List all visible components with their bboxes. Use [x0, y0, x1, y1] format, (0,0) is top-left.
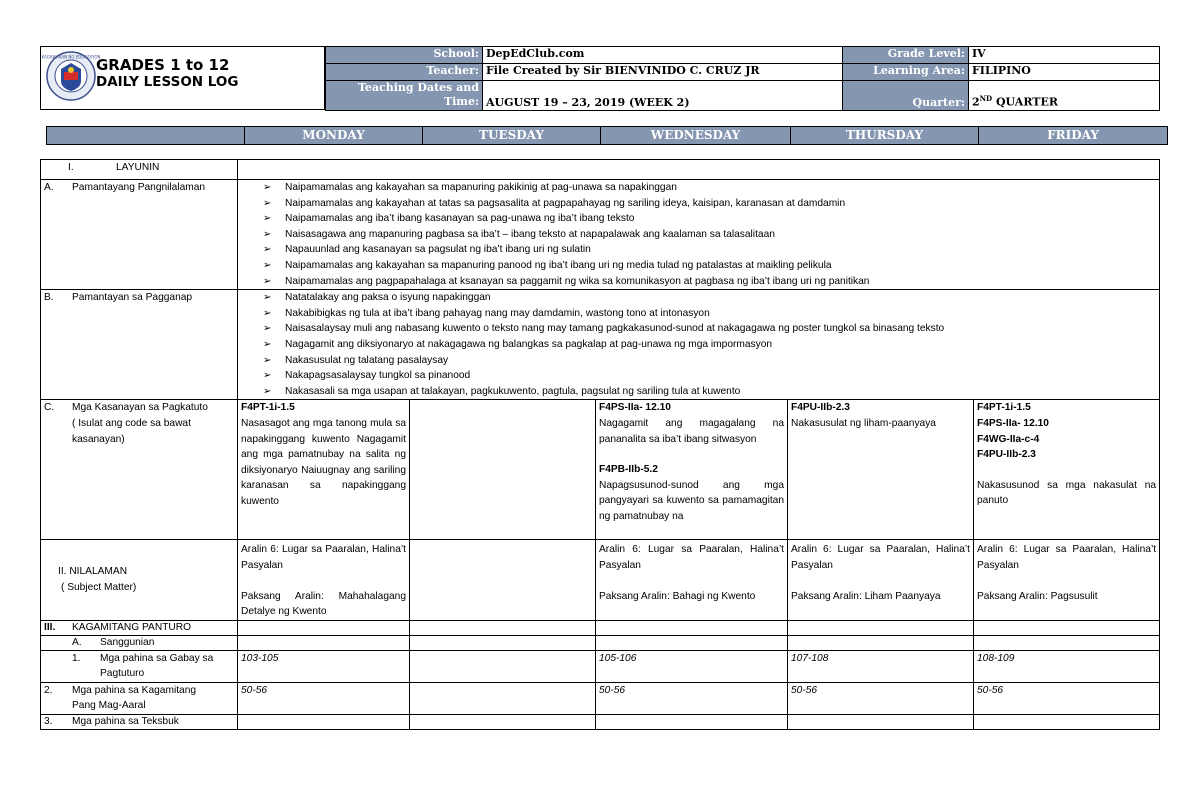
mag-aaral-title: Mga pahina sa Kagamitang — [72, 684, 197, 696]
mag-aaral-tuesday — [410, 682, 596, 714]
list-item: ➢ Nakasasali sa mga usapan at talakayan, pagkukuwento, pagtula, pagsulat ng sariling tula at kuwento — [263, 384, 1156, 400]
nilalaman-label — [41, 540, 238, 620]
list-item: ➢ Nakabibigkas ng tula at iba’t ibang pahayag nang may damdamin, wastong tono at intonasyon — [263, 306, 1156, 322]
teksbuk-cell — [238, 715, 410, 730]
list-item: ➢ Naipamamalas ang iba’t ibang kasanayan sa pag-unawa ng iba’t ibang teksto — [263, 211, 1156, 227]
quarter-label: Quarter: — [843, 81, 969, 111]
section-a-list — [241, 180, 1156, 289]
dates-value: AUGUST 19 – 23, 2019 (WEEK 2) — [483, 81, 843, 111]
section-b-list — [241, 290, 1156, 399]
grade-label: Grade Level: — [843, 47, 969, 64]
section-b-content — [238, 290, 1160, 400]
gabay-friday: 108-109 — [974, 650, 1160, 682]
days-header — [46, 126, 1168, 145]
layunin-label — [41, 160, 238, 180]
kagamitan-cell — [596, 620, 788, 635]
aralin-text: Aralin 6: Lugar sa Paaralan, Halina’t Pasyalan — [977, 544, 1157, 571]
paksa-text: Paksang Aralin: Pagsusulit — [977, 590, 1098, 602]
section-a-num: A. — [44, 182, 54, 193]
monday-code: F4PT-1i-1.5 — [241, 402, 295, 414]
section-c-monday — [238, 400, 410, 540]
nilalaman-friday — [974, 540, 1160, 620]
quarter-sup: ND — [979, 94, 993, 104]
gabay-title-line1 — [44, 651, 234, 667]
paksa-text: Paksang Aralin: Mahahalagang Detalye ng Kwento — [241, 590, 406, 618]
nilalaman-monday — [238, 540, 410, 620]
kagamitan-cell — [238, 620, 410, 635]
nilalaman-tuesday — [410, 540, 596, 620]
friday-code: F4PU-IIb-2.3 — [977, 449, 1036, 461]
paksa-text: Paksang Aralin: Bahagi ng Kwento — [599, 590, 756, 602]
list-item: ➢ Naisasagawa ang mapanuring pagbasa sa iba’t – ibang teksto at napapalawak ang kaalaman sa talasalitaan — [263, 227, 1156, 243]
teksbuk-cell — [596, 715, 788, 730]
section-a-label — [41, 180, 238, 290]
section-c-title-line3: kasanayan) — [72, 433, 125, 445]
day-wednesday: WEDNESDAY — [601, 127, 791, 145]
aralin-text: Aralin 6: Lugar sa Paaralan, Halina’t Pasyalan — [599, 544, 784, 571]
day-tuesday: TUESDAY — [423, 127, 601, 145]
thursday-code: F4PU-IIb-2.3 — [791, 402, 850, 414]
wednesday-text-1: Nagagamit ang magagalang na pananalita sa iba’t ibang sitwasyon — [599, 417, 784, 445]
section-c-title: Mga Kasanayan sa Pagkatuto — [72, 402, 208, 414]
aralin-text: Aralin 6: Lugar sa Paaralan, Halina’t Pasyalan — [791, 544, 970, 571]
list-item: ➢ Naipamamalas ang kakayahan at tatas sa pagsasalita at pagpapahayag ng sariling ideya, kaisipan, karanasan at damdamin — [263, 196, 1156, 212]
section-c-wednesday — [596, 400, 788, 540]
mag-aaral-wednesday: 50-56 — [596, 682, 788, 714]
gabay-num: 1. — [72, 652, 81, 664]
section-b-title: Pamantayan sa Pagganap — [72, 292, 193, 304]
friday-code: F4WG-IIa-c-4 — [977, 433, 1040, 445]
aralin-text: Aralin 6: Lugar sa Paaralan, Halina’t Pasyalan — [241, 544, 406, 571]
dates-label-line2: Time: — [443, 95, 479, 108]
list-item: ➢ Nakasusulat ng talatang pasalaysay — [263, 353, 1156, 369]
list-item: ➢ Naipamamalas ang kakayahan sa mapanuring pakikinig at pag-unawa sa napakinggan — [263, 180, 1156, 196]
list-item: ➢ Napauunlad ang kasanayan sa pagsulat ng iba’t ibang uri ng sulatin — [263, 242, 1156, 258]
day-monday: MONDAY — [245, 127, 423, 145]
section-a-content — [238, 180, 1160, 290]
kagamitan-label — [41, 620, 238, 635]
section-c-tuesday — [410, 400, 596, 540]
thursday-text: Nakasusulat ng liham-paanyaya — [791, 417, 936, 429]
gabay-monday: 103-105 — [238, 650, 410, 682]
friday-code: F4PT-1i-1.5 — [977, 402, 1031, 414]
mag-aaral-thursday: 50-56 — [788, 682, 974, 714]
nilalaman-thursday — [788, 540, 974, 620]
teacher-label: Teacher: — [326, 64, 483, 81]
nilalaman-subtitle: ( Subject Matter) — [61, 582, 137, 593]
section-c-title-line1 — [44, 400, 234, 416]
monday-text: Nasasagot ang mga tanong mula sa napakinggang kuwento Nagagamit ang mga pamatnubay na salita ng diksiyonaryo Naiuugnay ang sariling karanasan sa napakinggang kuwento — [241, 417, 406, 507]
quarter-value — [969, 81, 1160, 111]
list-item: ➢ Nagagamit ang diksiyonaryo at nakagagawa ng balangkas sa pagkalap at pag-unawa ng mga impormasyon — [263, 337, 1156, 353]
section-c-label — [41, 400, 238, 540]
lesson-table — [40, 159, 1160, 730]
sanggunian-cell — [974, 635, 1160, 650]
layunin-num: I. — [68, 162, 74, 173]
teksbuk-cell — [410, 715, 596, 730]
sanggunian-cell — [238, 635, 410, 650]
gabay-label — [41, 650, 238, 682]
school-value: DepEdClub.com — [483, 47, 843, 64]
gabay-tuesday — [410, 650, 596, 682]
day-thursday: THURSDAY — [791, 127, 979, 145]
gabay-wednesday: 105-106 — [596, 650, 788, 682]
teksbuk-num: 3. — [44, 716, 53, 728]
gabay-thursday: 107-108 — [788, 650, 974, 682]
dates-label — [326, 81, 483, 111]
wednesday-code-1: F4PS-IIa- 12.10 — [599, 402, 671, 414]
mag-aaral-monday: 50-56 — [238, 682, 410, 714]
gabay-title-line2: Pagtuturo — [100, 668, 145, 680]
layunin-title: LAYUNIN — [116, 162, 160, 173]
days-header-blank — [47, 127, 245, 145]
mag-aaral-title-line1 — [44, 683, 234, 699]
gabay-title: Mga pahina sa Gabay sa — [100, 652, 214, 664]
kagamitan-cell — [410, 620, 596, 635]
sanggunian-title: Sanggunian — [100, 636, 155, 648]
kagamitan-title: KAGAMITANG PANTURO — [72, 621, 192, 633]
section-c-num: C. — [44, 402, 55, 414]
mag-aaral-title-line2: Pang Mag-Aaral — [72, 700, 146, 712]
list-item: ➢ Natatalakay ang paksa o isyung napakinggan — [263, 290, 1156, 306]
friday-text: Nakasusunod sa mga nakasulat na panuto — [977, 479, 1157, 507]
section-a-title: Pamantayang Pangnilalaman — [72, 182, 206, 193]
day-friday: FRIDAY — [979, 127, 1168, 145]
wednesday-text-2: Napagsusunod-sunod ang mga pangyayari sa kuwento sa pamamagitan ng pamatnubay na — [599, 479, 784, 522]
sanggunian-num: A. — [72, 636, 82, 648]
teacher-value: File Created by Sir BIENVINIDO C. CRUZ JR — [483, 64, 843, 81]
title-line-1: GRADES 1 to 12 — [96, 56, 230, 74]
mag-aaral-label — [41, 682, 238, 714]
title-line-2: DAILY LESSON LOG — [96, 74, 239, 90]
section-c-friday — [974, 400, 1160, 540]
sanggunian-label — [41, 635, 238, 650]
layunin-blank — [238, 160, 1160, 180]
teksbuk-cell — [788, 715, 974, 730]
nilalaman-wednesday — [596, 540, 788, 620]
wednesday-code-2: F4PB-IIb-5.2 — [599, 464, 658, 476]
section-c-title-line2: ( Isulat ang code sa bawat — [72, 417, 191, 429]
section-b-num: B. — [44, 292, 54, 304]
area-value: FILIPINO — [969, 64, 1160, 81]
teksbuk-title: Mga pahina sa Teksbuk — [72, 716, 179, 728]
friday-code: F4PS-IIa- 12.10 — [977, 417, 1049, 429]
school-label: School: — [326, 47, 483, 64]
svg-text:KAGAWARAN NG EDUKASYON: KAGAWARAN NG EDUKASYON — [41, 54, 101, 60]
kagamitan-cell — [974, 620, 1160, 635]
info-table — [325, 46, 1160, 111]
list-item: ➢ Naisasalaysay muli ang nabasang kuwento o teksto nang may tamang pagkakasunod-sunod at nakagagawa ng poster tungkol sa binasang teksto — [263, 321, 1156, 337]
sanggunian-cell — [410, 635, 596, 650]
mag-aaral-friday: 50-56 — [974, 682, 1160, 714]
list-item: ➢ Nakapagsasalaysay tungkol sa pinanood — [263, 368, 1156, 384]
dates-label-line1: Teaching Dates and — [357, 81, 479, 94]
kagamitan-num: III. — [44, 621, 56, 633]
quarter-num: 2 — [972, 96, 980, 109]
sanggunian-cell — [788, 635, 974, 650]
grade-value: IV — [969, 47, 1160, 64]
teksbuk-cell — [974, 715, 1160, 730]
section-c-thursday — [788, 400, 974, 540]
deped-seal-icon — [41, 51, 101, 101]
sanggunian-cell — [596, 635, 788, 650]
section-b-label — [41, 290, 238, 400]
list-item: ➢ Naipamamalas ang kakayahan sa mapanuring panood ng iba’t ibang uri ng media tulad ng patalastas at maikling pelikula — [263, 258, 1156, 274]
list-item: ➢ Naipamamalas ang pagpapahalaga at ksanayan sa paggamit ng wika sa komunikasyon at pagbasa ng iba’t ibang uri ng panitikan — [263, 274, 1156, 290]
area-label: Learning Area: — [843, 64, 969, 81]
kagamitan-cell — [788, 620, 974, 635]
teksbuk-label — [41, 715, 238, 730]
mag-aaral-num: 2. — [44, 684, 53, 696]
nilalaman-title: II. NILALAMAN — [58, 566, 128, 578]
paksa-text: Paksang Aralin: Liham Paanyaya — [791, 590, 941, 602]
quarter-rest: QUARTER — [992, 96, 1058, 109]
